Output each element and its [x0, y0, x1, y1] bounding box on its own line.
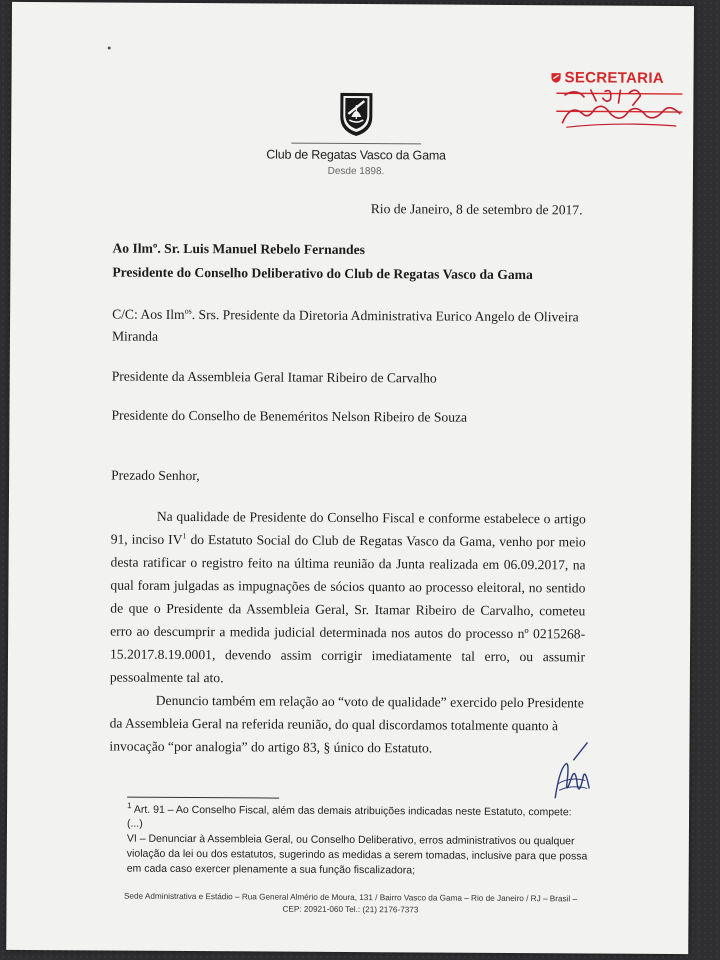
- p1-line: pessoalmente tal ato.: [109, 669, 224, 686]
- p1-line: desta ratificar o registro feito na última reunião da Junta realizada em 06.09.2017, na: [110, 554, 586, 573]
- footnote-line-5: em cada caso exercer plenamente a sua função fiscalizadora;: [126, 862, 416, 877]
- address-line-2: CEP: 20921-060 Tel.: (21) 2176-7373: [282, 904, 419, 915]
- p1-line: 15.2017.8.19.0001, devendo assim corrigir imediatamente tal erro, ou assumir: [109, 646, 586, 665]
- vasco-stamp-icon: [551, 72, 562, 83]
- vasco-crest-logo: [338, 91, 374, 137]
- p1-line: 91, inciso $IV^1$ do Estatuto Social do Club de Regatas Vasco da Gama, venho por meio: [110, 531, 586, 550]
- letter-page: [6, 2, 694, 954]
- body-paragraph-1: [110, 505, 586, 692]
- p1-line: Na qualidade de Presidente do Conselho Fiscal e conforme estabelece o artigo: [156, 508, 586, 527]
- logo-divider: [291, 143, 421, 145]
- cc-line-3: Presidente da Assembleia Geral Itamar Ribeiro de Carvalho: [111, 368, 437, 386]
- p2-line: da Assembleia Geral na referida reunião, do qual discordamos totalmente quanto à: [109, 715, 559, 734]
- p2-line: Denuncio também em relação ao “voto de qualidade” exercido pelo Presidente: [155, 692, 584, 711]
- stamp-handwritten-date-and-initials: [536, 83, 686, 132]
- recipient-name: Ao Ilmº. Sr. Luis Manuel Rebelo Fernandes: [112, 240, 366, 258]
- date-line: Rio de Janeiro, 8 de setembro de 2017.: [370, 201, 583, 218]
- cc-line-2: Miranda: [111, 328, 159, 344]
- p1-line: erro ao descumprir a medida judicial determinada nos autos do processo nº 0215268-: [110, 623, 586, 642]
- p2-line: invocação “por analogia” do artigo 83, § único do Estatuto.: [109, 738, 433, 756]
- body-paragraph-2: [109, 689, 584, 761]
- footnote-divider: [127, 797, 279, 799]
- cc-line-1: C/C: Aos Ilm$^{os}$. Srs. Presidente da Diretoria Administrativa Eurico Angelo de Oliveira: [112, 306, 579, 325]
- p1-line: qual foram julgadas as impugnações de sócios quanto ao processo eleitoral, no sentido: [110, 577, 586, 596]
- handwritten-signature: [545, 740, 591, 802]
- footnote-line-1: $^1$ Art. 91 – Ao Conselho Fiscal, além das demais atribuições indicadas neste Estatuto, compete:: [127, 801, 572, 819]
- footnote-line-4: violação da lei ou dos estatutos, sugerindo as medidas a serem tomadas, inclusive para que possa: [126, 847, 588, 863]
- club-since: Desde 1898.: [327, 165, 385, 178]
- recipient-title: Presidente do Conselho Deliberativo do Club de Regatas Vasco da Gama: [112, 264, 533, 283]
- club-name: Club de Regatas Vasco da Gama: [266, 147, 446, 163]
- p1-line: de que o Presidente da Assembleia Geral, Sr. Itamar Ribeiro de Carvalho, cometeu: [110, 600, 586, 619]
- stamp-title: SECRETARIA: [564, 69, 665, 87]
- secretaria-stamp: [536, 69, 686, 132]
- footnote-line-3: VI – Denunciar à Assembleia Geral, ou Conselho Deliberativo, erros administrativos ou qualquer: [126, 832, 575, 848]
- paper-speck: [108, 47, 111, 50]
- cc-line-4: Presidente do Conselho de Beneméritos Nelson Ribeiro de Souza: [111, 407, 468, 425]
- footnote-line-2: (...): [126, 817, 143, 830]
- address-line-1: Sede Administrativa e Estádio – Rua General Almério de Moura, 131 / Bairro Vasco da Gama – Rio de Janeiro / RJ – Brasil –: [123, 891, 578, 904]
- salutation: Prezado Senhor,: [111, 467, 200, 484]
